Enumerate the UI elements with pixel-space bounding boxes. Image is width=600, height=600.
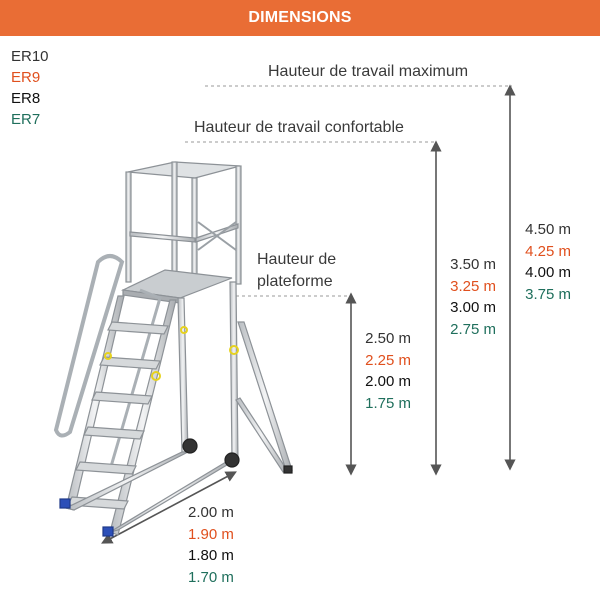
legend-item-er8: ER8 [11,90,41,107]
platform-height-er9: 2.25 m [365,351,411,369]
legend-item-er9: ER9 [11,69,41,86]
platform-height-er8: 2.00 m [365,373,411,390]
base-length-er9: 1.90 m [188,525,234,543]
base-length-er7: 1.70 m [188,568,234,586]
platform-height-er10: 2.50 m [365,330,411,347]
legend-item-er10: ER10 [11,48,49,65]
max-height-er9: 4.25 m [525,242,571,260]
platform-height-label-line2: plateforme [257,273,333,290]
max-working-height-values [513,219,571,305]
max-working-height-label: Hauteur de travail maximum [268,63,469,80]
platform-ladder-illustration [56,162,292,536]
base-length-er10: 2.00 m [188,504,234,521]
legend-item-er7: ER7 [11,111,41,128]
platform-height-label-line1: Hauteur de [257,251,337,268]
base-length-values [188,502,258,588]
platform-height-values [353,328,411,414]
max-height-er8: 4.00 m [525,264,571,281]
comfort-height-er7: 2.75 m [450,320,496,338]
comfortable-working-height-label: Hauteur de travail confortable [194,119,404,136]
comfort-height-er8: 3.00 m [450,299,496,316]
comfort-height-er10: 3.50 m [450,256,496,273]
base-length-er8: 1.80 m [188,547,234,564]
platform-height-er7: 1.75 m [365,394,411,412]
header-title: DIMENSIONS [248,9,352,26]
comfortable-working-height-values [438,254,496,340]
max-height-er10: 4.50 m [525,221,571,238]
comfort-height-er9: 3.25 m [450,277,496,295]
max-height-er7: 3.75 m [525,285,571,303]
